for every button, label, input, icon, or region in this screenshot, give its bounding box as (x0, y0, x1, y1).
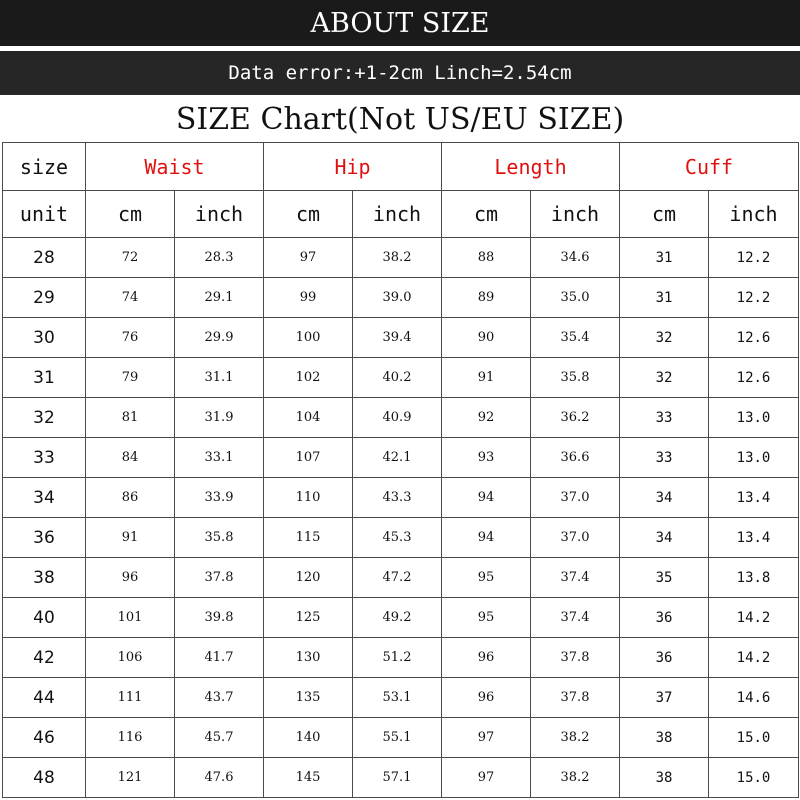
measurement-cell: 37.0 (531, 478, 620, 518)
measurement-cell: 34 (620, 518, 709, 558)
measurement-cell: 140 (264, 718, 353, 758)
measurement-cell: 130 (264, 638, 353, 678)
cuff-header: Cuff (620, 143, 799, 191)
unit-cell: cm (620, 191, 709, 238)
measurement-cell: 34 (620, 478, 709, 518)
size-cell: 48 (3, 758, 86, 798)
measurement-cell: 97 (264, 238, 353, 278)
measurement-cell: 14.6 (709, 678, 799, 718)
measurement-cell: 31 (620, 278, 709, 318)
measurement-cell: 39.4 (353, 318, 442, 358)
measurement-cell: 49.2 (353, 598, 442, 638)
measurement-cell: 36.6 (531, 438, 620, 478)
measurement-cell: 121 (86, 758, 175, 798)
measurement-cell: 29.1 (175, 278, 264, 318)
measurement-cell: 110 (264, 478, 353, 518)
measurement-cell: 86 (86, 478, 175, 518)
measurement-cell: 37 (620, 678, 709, 718)
measurement-cell: 107 (264, 438, 353, 478)
size-cell: 40 (3, 598, 86, 638)
measurement-cell: 38 (620, 718, 709, 758)
measurement-cell: 99 (264, 278, 353, 318)
measurement-cell: 111 (86, 678, 175, 718)
table-row (3, 678, 799, 718)
measurement-cell: 35.8 (531, 358, 620, 398)
measurement-cell: 91 (86, 518, 175, 558)
table-row (3, 758, 799, 798)
table-row (3, 598, 799, 638)
measurement-cell: 115 (264, 518, 353, 558)
size-cell: 38 (3, 558, 86, 598)
measurement-cell: 90 (442, 318, 531, 358)
measurement-cell: 36.2 (531, 398, 620, 438)
measurement-cell: 95 (442, 558, 531, 598)
measurement-cell: 55.1 (353, 718, 442, 758)
measurement-cell: 120 (264, 558, 353, 598)
measurement-cell: 38 (620, 758, 709, 798)
measurement-cell: 47.6 (175, 758, 264, 798)
table-row (3, 438, 799, 478)
size-cell: 46 (3, 718, 86, 758)
measurement-cell: 33.1 (175, 438, 264, 478)
measurement-cell: 96 (442, 638, 531, 678)
measurement-cell: 32 (620, 358, 709, 398)
measurement-cell: 79 (86, 358, 175, 398)
measurement-cell: 42.1 (353, 438, 442, 478)
unit-cell: cm (442, 191, 531, 238)
measurement-cell: 13.0 (709, 398, 799, 438)
measurement-cell: 40.9 (353, 398, 442, 438)
measurement-cell: 104 (264, 398, 353, 438)
measurement-cell: 36 (620, 598, 709, 638)
unit-cell: inch (175, 191, 264, 238)
measurement-cell: 94 (442, 518, 531, 558)
measurement-cell: 76 (86, 318, 175, 358)
waist-header: Waist (86, 143, 264, 191)
chart-title-text: SIZE Chart(Not US/EU SIZE) (175, 101, 625, 137)
hip-header: Hip (264, 143, 442, 191)
measurement-cell: 33 (620, 438, 709, 478)
page-title: ABOUT SIZE (310, 7, 490, 39)
measurement-cell: 14.2 (709, 638, 799, 678)
measurement-cell: 35 (620, 558, 709, 598)
measurement-cell: 89 (442, 278, 531, 318)
measurement-cell: 106 (86, 638, 175, 678)
measurement-cell: 145 (264, 758, 353, 798)
unit-cell: inch (531, 191, 620, 238)
measurement-cell: 37.8 (531, 638, 620, 678)
measurement-cell: 37.8 (531, 678, 620, 718)
measurement-cell: 39.0 (353, 278, 442, 318)
title-banner (0, 0, 800, 46)
measurement-cell: 51.2 (353, 638, 442, 678)
measurement-cell: 38.2 (353, 238, 442, 278)
chart-title (0, 96, 800, 142)
table-row (3, 558, 799, 598)
measurement-cell: 37.0 (531, 518, 620, 558)
measurement-cell: 35.8 (175, 518, 264, 558)
measurement-cell: 29.9 (175, 318, 264, 358)
measurement-cell: 43.7 (175, 678, 264, 718)
measurement-cell: 125 (264, 598, 353, 638)
measurement-cell: 12.2 (709, 238, 799, 278)
measurement-cell: 101 (86, 598, 175, 638)
size-cell: 32 (3, 398, 86, 438)
measurement-cell: 37.4 (531, 598, 620, 638)
measurement-cell: 38.2 (531, 758, 620, 798)
measurement-cell: 97 (442, 758, 531, 798)
measurement-cell: 94 (442, 478, 531, 518)
measurement-cell: 15.0 (709, 718, 799, 758)
measurement-cell: 100 (264, 318, 353, 358)
measurement-cell: 116 (86, 718, 175, 758)
measurement-cell: 14.2 (709, 598, 799, 638)
measurement-cell: 47.2 (353, 558, 442, 598)
measurement-cell: 12.6 (709, 318, 799, 358)
measurement-cell: 37.4 (531, 558, 620, 598)
measurement-cell: 96 (86, 558, 175, 598)
measurement-cell: 15.0 (709, 758, 799, 798)
measurement-cell: 38.2 (531, 718, 620, 758)
measurement-cell: 34.6 (531, 238, 620, 278)
measurement-cell: 45.3 (353, 518, 442, 558)
size-cell: 31 (3, 358, 86, 398)
measurement-cell: 13.4 (709, 518, 799, 558)
measurement-cell: 96 (442, 678, 531, 718)
size-header: size (3, 143, 86, 191)
measurement-cell: 102 (264, 358, 353, 398)
table-row (3, 638, 799, 678)
measurement-cell: 33.9 (175, 478, 264, 518)
size-cell: 42 (3, 638, 86, 678)
measurement-cell: 37.8 (175, 558, 264, 598)
measurement-note-banner (0, 51, 800, 95)
unit-header-row (3, 191, 799, 238)
measurement-cell: 39.8 (175, 598, 264, 638)
unit-header: unit (3, 191, 86, 238)
measurement-cell: 35.4 (531, 318, 620, 358)
size-rows (3, 238, 799, 798)
group-header-row (3, 143, 799, 191)
size-cell: 33 (3, 438, 86, 478)
unit-cell: inch (353, 191, 442, 238)
size-cell: 44 (3, 678, 86, 718)
measurement-cell: 53.1 (353, 678, 442, 718)
measurement-cell: 95 (442, 598, 531, 638)
measurement-cell: 81 (86, 398, 175, 438)
measurement-cell: 36 (620, 638, 709, 678)
table-row (3, 718, 799, 758)
measurement-cell: 32 (620, 318, 709, 358)
measurement-cell: 57.1 (353, 758, 442, 798)
measurement-cell: 33 (620, 398, 709, 438)
measurement-cell: 91 (442, 358, 531, 398)
unit-cell: cm (264, 191, 353, 238)
measurement-cell: 72 (86, 238, 175, 278)
measurement-cell: 40.2 (353, 358, 442, 398)
measurement-cell: 12.6 (709, 358, 799, 398)
measurement-cell: 97 (442, 718, 531, 758)
measurement-cell: 88 (442, 238, 531, 278)
table-row (3, 478, 799, 518)
size-cell: 29 (3, 278, 86, 318)
size-cell: 30 (3, 318, 86, 358)
measurement-cell: 135 (264, 678, 353, 718)
measurement-cell: 31 (620, 238, 709, 278)
measurement-cell: 45.7 (175, 718, 264, 758)
length-header: Length (442, 143, 620, 191)
table-row (3, 518, 799, 558)
size-cell: 28 (3, 238, 86, 278)
size-cell: 36 (3, 518, 86, 558)
measurement-cell: 31.1 (175, 358, 264, 398)
measurement-cell: 13.0 (709, 438, 799, 478)
table-row (3, 358, 799, 398)
measurement-cell: 35.0 (531, 278, 620, 318)
table-row (3, 398, 799, 438)
measurement-cell: 74 (86, 278, 175, 318)
measurement-cell: 41.7 (175, 638, 264, 678)
measurement-cell: 12.2 (709, 278, 799, 318)
unit-cell: inch (709, 191, 799, 238)
measurement-cell: 84 (86, 438, 175, 478)
measurement-cell: 92 (442, 398, 531, 438)
unit-cell: cm (86, 191, 175, 238)
size-cell: 34 (3, 478, 86, 518)
measurement-note: Data error:+1-2cm Linch=2.54cm (228, 62, 572, 84)
measurement-cell: 28.3 (175, 238, 264, 278)
size-table (2, 142, 799, 798)
measurement-cell: 13.4 (709, 478, 799, 518)
measurement-cell: 31.9 (175, 398, 264, 438)
table-row (3, 278, 799, 318)
table-row (3, 318, 799, 358)
measurement-cell: 13.8 (709, 558, 799, 598)
measurement-cell: 43.3 (353, 478, 442, 518)
measurement-cell: 93 (442, 438, 531, 478)
table-row (3, 238, 799, 278)
